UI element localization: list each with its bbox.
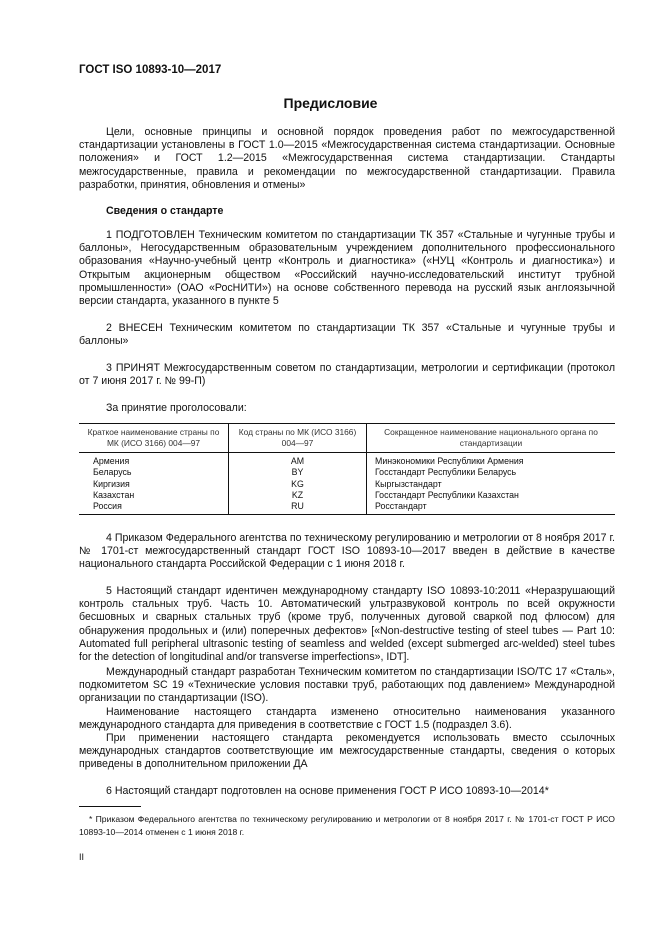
country-name: Армения: [93, 456, 130, 466]
item-3-paragraph: 3 ПРИНЯТ Межгосударственным советом по стандартизации, метрологии и сертификации (протокол от 7 июня 2017 г. № 99-П): [79, 362, 615, 388]
intro-paragraph: Цели, основные принципы и основной порядок проведения работ по межгосударственной стандартизации установлены в ГОСТ 1.0—2015 «Межгосударственная система стандартизации. Основные положения» и ГОСТ 1.2—2015 «Межгосударственная система стандартизации. Стандарты межгосударственные, правила и рекомендации по межгосударственной стандартизации. Правила разработки, принятия, обновления и отмены»: [79, 126, 615, 191]
table-header-country: Краткое наименование страны по МК (ИСО 3166) 004—97: [79, 424, 229, 453]
table-row: [79, 490, 615, 501]
standards-body: Госстандарт Республики Казахстан: [367, 490, 616, 501]
table-header-body: Сокращенное наименование национального органа по стандартизации: [367, 424, 616, 453]
country-name: Россия: [79, 501, 229, 515]
item-6-paragraph: 6 Настоящий стандарт подготовлен на основе применения ГОСТ Р ИСО 10893-10—2014*: [106, 785, 549, 797]
country-code: AM: [229, 453, 367, 468]
about-heading: Сведения о стандарте: [106, 205, 224, 217]
standards-body: Минэкономики Республики Армения: [367, 453, 616, 468]
member-states-table: [79, 423, 615, 515]
footnote: * Приказом Федерального агентства по техническому регулированию и метрологии от 8 ноября 2017 г. № 1701-ст ГОСТ Р ИСО 10893-10—2014 отменен с 1 июня 2018 г.: [79, 814, 615, 837]
item-4-paragraph: 4 Приказом Федерального агентства по техническому регулированию и метрологии от 8 ноября 2017 г. № 1701-ст межгосударственный стандарт ГОСТ ISO 10893-10—2017 введен в действие в качестве национального стандарта Российской Федерации с 1 июня 2018 г.: [79, 532, 615, 571]
country-code: BY: [229, 467, 367, 478]
table-row: [79, 501, 615, 515]
table-header-code: Код страны по МК (ИСО 3166) 004—97: [229, 424, 367, 453]
page-number: II: [79, 852, 85, 862]
country-code: KG: [229, 479, 367, 490]
item-5-references-paragraph: При применении настоящего стандарта рекомендуется использовать вместо ссылочных международных стандартов соответствующие им межгосударственные стандарты, сведения о которых приведены в дополнительном приложении ДА: [79, 732, 615, 771]
voted-label: За принятие проголосовали:: [106, 402, 247, 414]
country-code: RU: [229, 501, 367, 515]
item-5-paragraph: 5 Настоящий стандарт идентичен международному стандарту ISO 10893-10:2011 «Неразрушающий контроль стальных труб. Часть 10. Автоматический ультразвуковой контроль по всей окружности бесшовных и сварных стальных труб (кроме труб, полученных дуговой сваркой под флюсом) для обнаружения продольных и (или) поперечных дефектов» [«Non-destructive testing of steel tubes — Part 10: Automated full peripheral ultrasonic testing of seamless and welded (except submerged arc-welded) steel tubes for the detection of longitudinal and/or transverse imperfections», IDT].: [79, 585, 615, 664]
country-code: KZ: [229, 490, 367, 501]
item-2-paragraph: 2 ВНЕСЕН Техническим комитетом по стандартизации ТК 357 «Стальные и чугунные трубы и баллоны»: [79, 322, 615, 348]
table-header-row: [79, 424, 615, 453]
table-row: [79, 453, 615, 468]
item-5-developer-paragraph: Международный стандарт разработан Техническим комитетом по стандартизации ISO/TC 17 «Сталь», подкомитетом SC 19 «Технические условия поставки труб, работающих под давлением» Международной организации по стандартизации (ISO).: [79, 666, 615, 705]
standards-body: Кыргызстандарт: [367, 479, 616, 490]
table-row: [79, 467, 615, 478]
footnote-divider: [79, 806, 141, 807]
page-title: Предисловие: [283, 95, 378, 111]
table-row: [79, 479, 615, 490]
country-name: Киргизия: [93, 478, 130, 489]
item-1-paragraph: 1 ПОДГОТОВЛЕН Техническим комитетом по стандартизации ТК 357 «Стальные и чугунные трубы и баллоны», Негосударственным образовательным учреждением дополнительного профессионального образования «Научно-учебный центр «Контроль и диагностика» («НУЦ «Контроль и диагностика») и Открытым акционерным обществом «Российский научно-исследовательский институт трубной промышленности» (ОАО «РосНИТИ») на основе собственного перевода на русский язык англоязычной версии стандарта, указанного в пункте 5: [79, 229, 615, 308]
item-5-title-change-paragraph: Наименование настоящего стандарта изменено относительно наименования указанного международного стандарта для приведения в соответствие с ГОСТ 1.5 (подраздел 3.6).: [79, 706, 615, 732]
country-name: Беларусь: [93, 467, 132, 478]
document-header: ГОСТ ISO 10893-10—2017: [79, 64, 222, 76]
standards-body: Госстандарт Республики Беларусь: [367, 467, 616, 478]
country-name: Казахстан: [93, 489, 135, 500]
standards-body: Росстандарт: [367, 501, 616, 515]
